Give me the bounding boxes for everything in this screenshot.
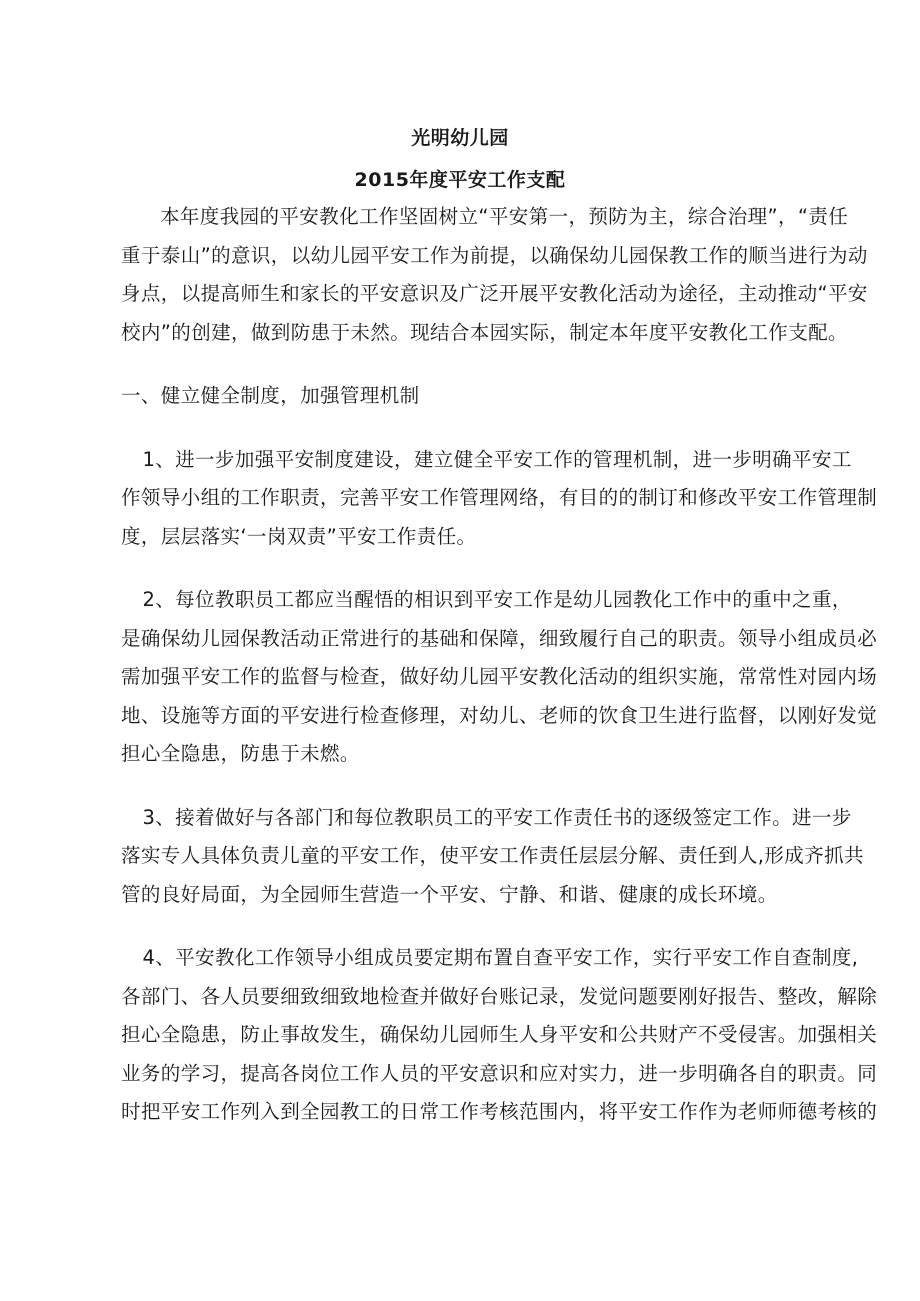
intro-line-4: 校内”的创建，做到防患于未然。现结合本园实际，制定本年度平安教化工作支配。 [121,320,848,344]
item-4-line-3: 担心全隐患，防止事故发生，确保幼儿园师生人身平安和公共财产不受侵害。加强相关 [121,1023,878,1046]
item-4-paragraph [121,939,878,1132]
item-1-line-1: 1、进一步加强平安制度建设，建立健全平安工作的管理机制，进一步明确平安工 [142,447,852,471]
document-title: 光明幼儿园 [411,127,509,149]
item-1-line-2: 作领导小组的工作职责，完善平安工作管理网络，有目的的制订和修改平安工作管理制 [121,486,878,509]
item-2-line-4: 地、设施等方面的平安进行检查修理，对幼儿、老师的饮食卫生进行监督，以刚好发觉 [121,703,878,727]
section-1-heading-text: 一、健立健全制度，加强管理机制 [121,384,420,407]
intro-paragraph [121,198,868,352]
item-3-line-2: 落实专人具体负责儿童的平安工作，使平安工作责任层层分解、责任到人,形成齐抓共 [121,844,864,867]
item-4-line-4: 业务的学习，提高各岗位工作人员的平安意识和应对实力，进一步明确各自的职责。同 [121,1061,878,1085]
item-3-line-3: 管的良好局面，为全园师生营造一个平安、宁静、和谐、健康的成长环境。 [121,882,778,906]
intro-line-2: 重于泰山”的意识，以幼儿园平安工作为前提，以确保幼儿园保教工作的顺当进行为动 [121,243,868,267]
intro-line-3: 身点，以提高师生和家长的平安意识及广泛开展平安教化活动为途径，主动推动“平安 [121,282,868,305]
item-2-line-2: 是确保幼儿园保教活动正常进行的基础和保障，细致履行自己的职责。领导小组成员必 [121,626,878,650]
section-1-heading [121,377,823,416]
item-2-line-1: 2、每位教职员工都应当醒悟的相识到平安工作是幼儿园教化工作中的重中之重， [142,588,852,611]
item-3-line-1: 3、接着做好与各部门和每位教职员工的平安工作责任书的逐级签定工作。进一步 [142,805,852,829]
document-body [121,198,878,1157]
item-2-line-3: 需加强平安工作的监督与检查，做好幼儿园平安教化活动的组织实施，常常性对园内场 [121,665,878,688]
item-3-paragraph [121,799,864,915]
item-4-line-1: 4、平安教化工作领导小组成员要定期布置自查平安工作，实行平安工作自查制度, [142,946,859,969]
intro-line-1: 本年度我园的平安教化工作坚固树立“平安第一，预防为主，综合治理”，“责任 [160,205,849,228]
item-4-line-2: 各部门、各人员要细致细致地检查并做好台账记录，发觉问题要刚好报告、整改，解除 [121,984,878,1008]
item-1-line-3: 度，层层落实‘一岗双责”平安工作责任。 [121,524,477,548]
document-subtitle: 2015年度平安工作支配 [354,169,566,191]
item-1-paragraph [121,441,878,557]
item-4-line-5: 时把平安工作列入到全园教工的日常工作考核范围内，将平安工作作为老师师德考核的 [121,1100,878,1123]
item-2-paragraph [121,581,878,774]
title-block [0,117,920,201]
item-2-line-5: 担心全隐患，防患于未燃。 [121,742,360,765]
